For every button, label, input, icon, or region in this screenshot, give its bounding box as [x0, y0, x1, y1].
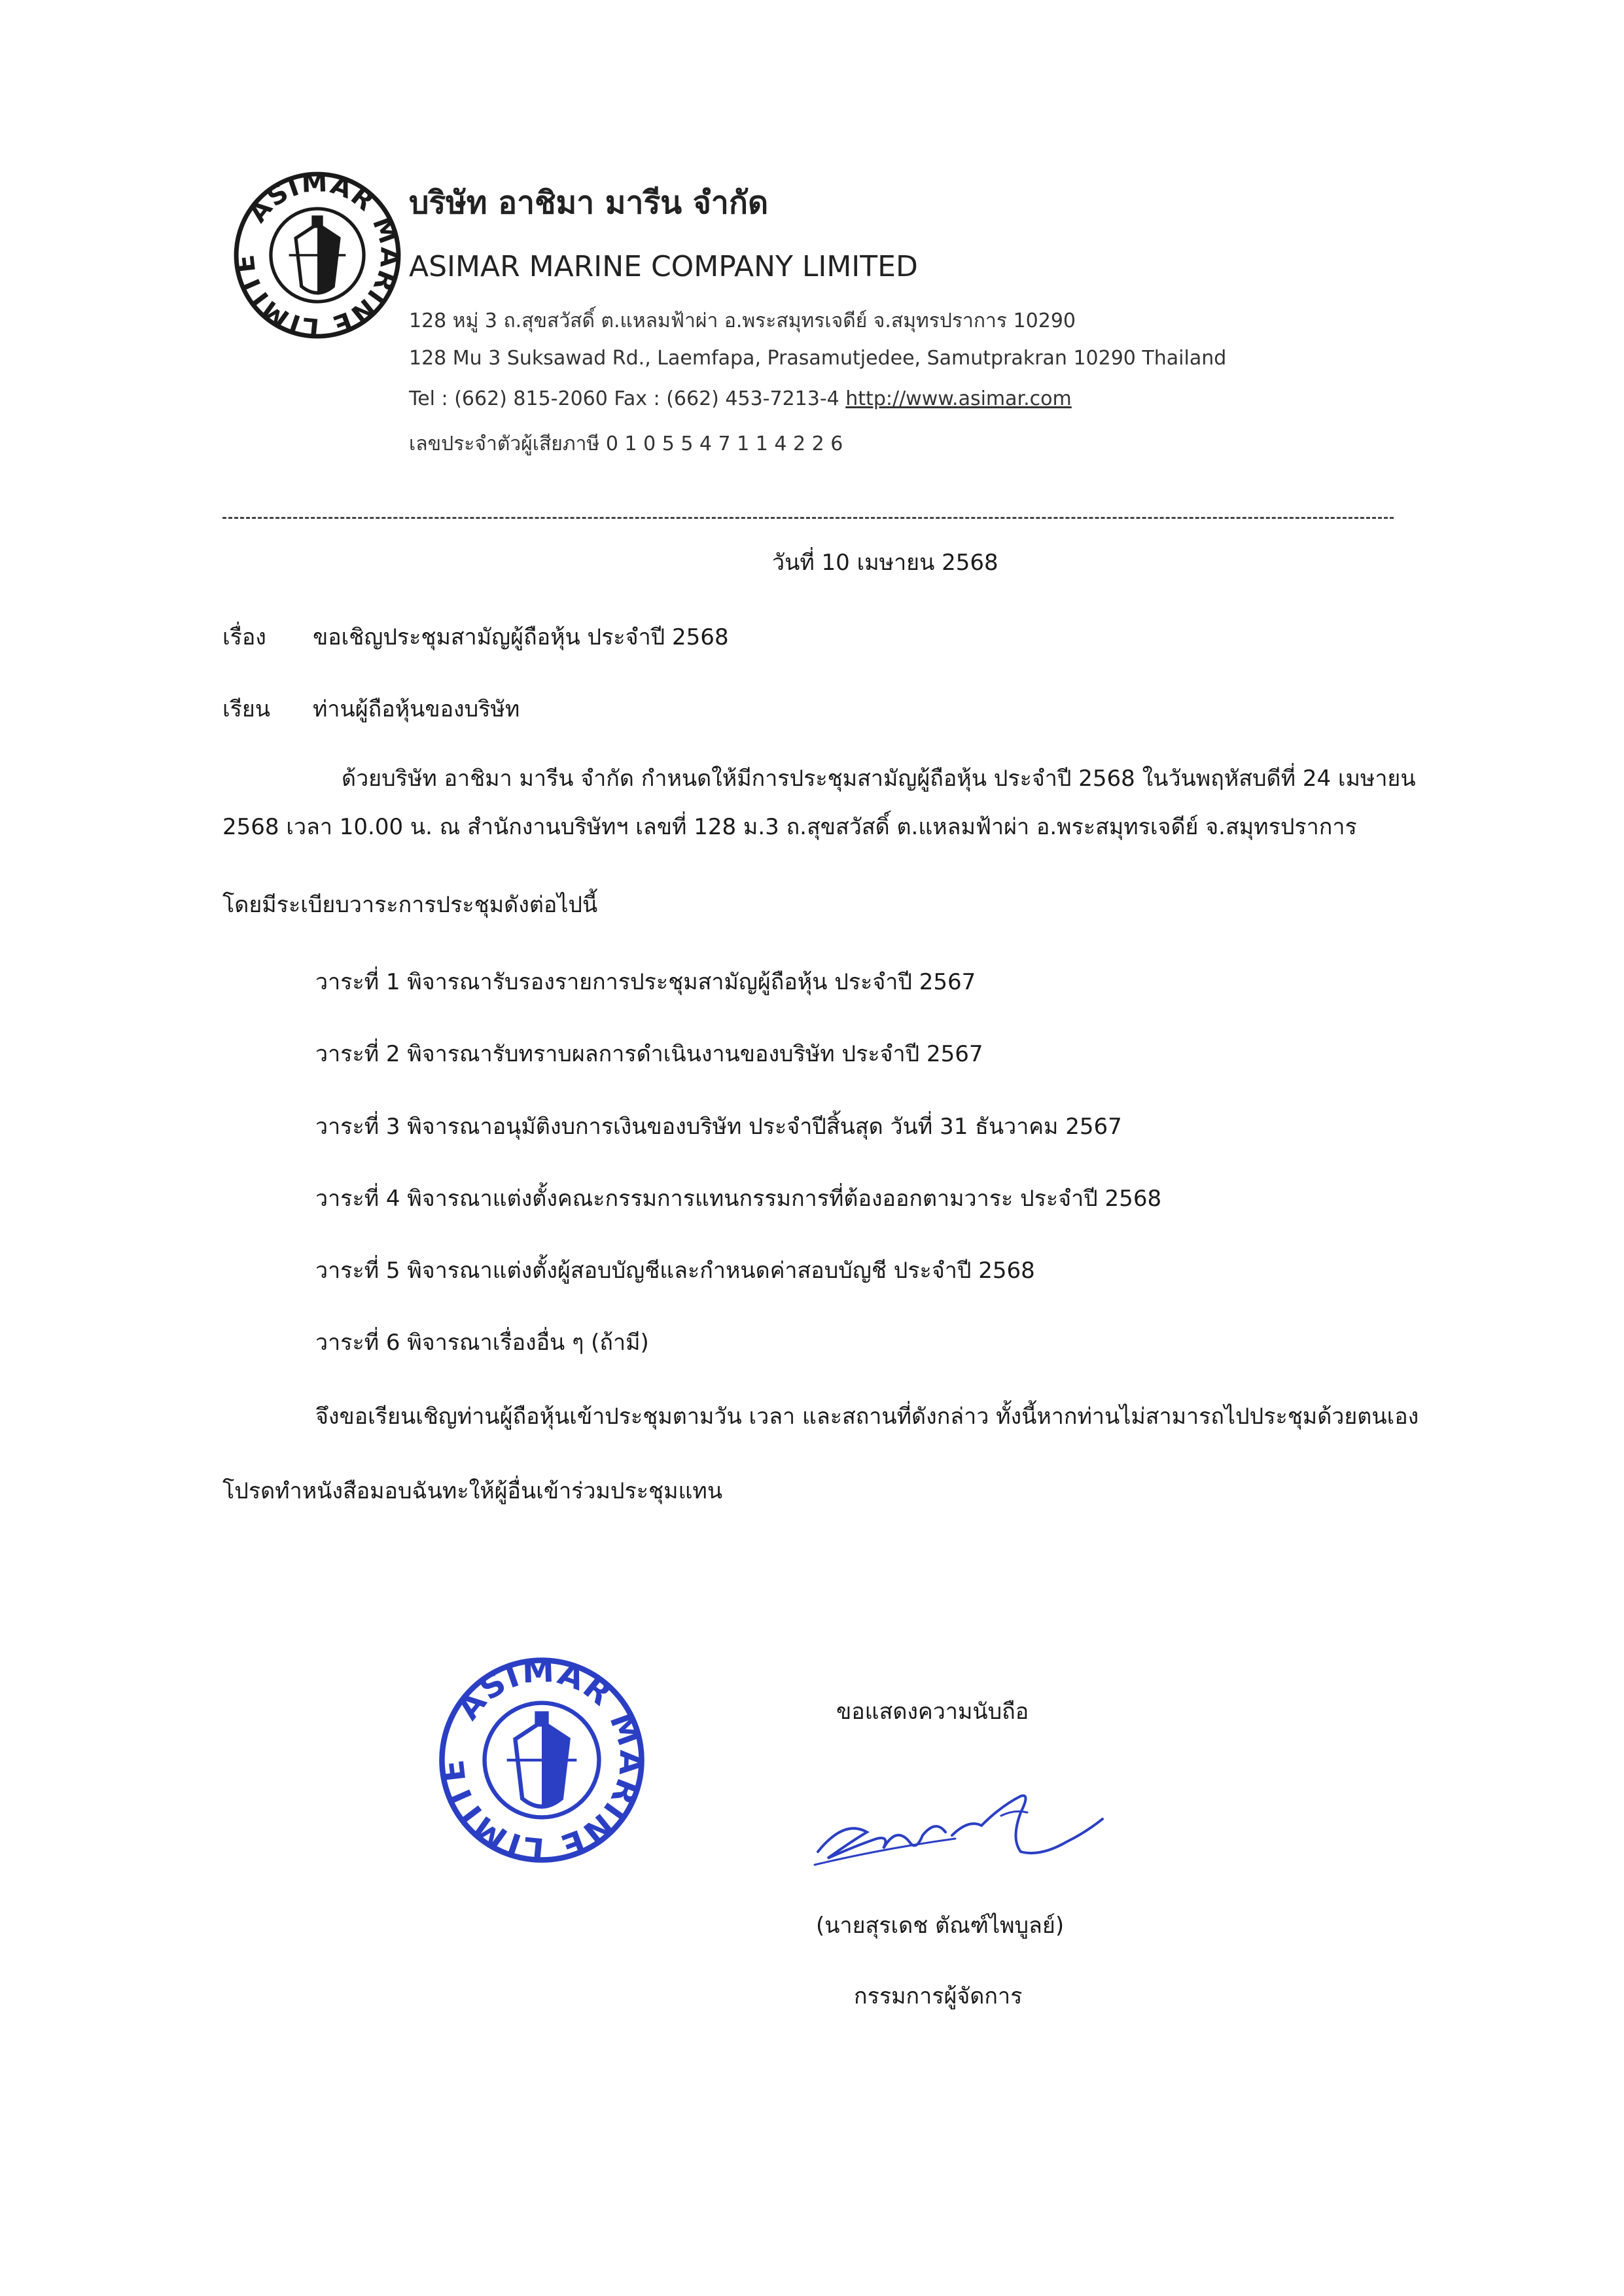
handwritten-signature — [805, 1780, 1112, 1891]
logo-ring-text: ASIMAR MARINE LIMITE — [232, 170, 402, 340]
tax-id: เลขประจำตัวผู้เสียภาษี 0 1 0 5 5 4 7 1 1 4 2 2 6 — [409, 433, 843, 455]
closing-line-2: โปรดทำหนังสือมอบฉันทะให้ผู้อื่นเข้าร่วมประชุมแทน — [222, 1478, 723, 1504]
company-logo — [232, 170, 402, 340]
body-paragraph-line-1: ด้วยบริษัท อาชิมา มารีน จำกัด กำหนดให้มีการประชุมสามัญผู้ถือหุ้น ประจำปี 2568 ในวันพฤหัสบดีที่ 24 เมษายน — [342, 766, 1416, 792]
recipient-label: เรียน — [222, 696, 271, 722]
address-thai: 128 หมู่ 3 ถ.สุขสวัสดิ์ ต.แหลมฟ้าผ่า อ.พระสมุทรเจดีย์ จ.สมุทรปราการ 10290 — [409, 309, 1076, 332]
body-paragraph-line-2: 2568 เวลา 10.00 น. ณ สำนักงานบริษัทฯ เลขที่ 128 ม.3 ถ.สุขสวัสดิ์ ต.แหลมฟ้าผ่า อ.พระสมุทรเจดีย์ จ.สมุทรปราการ — [222, 814, 1357, 840]
recipient-text: ท่านผู้ถือหุ้นของบริษัท — [313, 696, 520, 722]
agenda-item: วาระที่ 4 พิจารณาแต่งตั้งคณะกรรมการแทนกรรมการที่ต้องออกตามวาระ ประจำปี 2568 — [315, 1186, 1162, 1212]
company-name-english: ASIMAR MARINE COMPANY LIMITED — [409, 250, 918, 283]
subject-label: เรื่อง — [222, 624, 266, 650]
header-divider — [222, 517, 1394, 519]
subject-text: ขอเชิญประชุมสามัญผู้ถือหุ้น ประจำปี 2568 — [313, 624, 729, 650]
website-link[interactable]: http://www.asimar.com — [845, 387, 1072, 410]
agenda-item: วาระที่ 6 พิจารณาเรื่องอื่น ๆ (ถ้ามี) — [315, 1330, 649, 1356]
agenda-item: วาระที่ 5 พิจารณาแต่งตั้งผู้สอบบัญชีและกำหนดค่าสอบบัญชี ประจำปี 2568 — [315, 1258, 1035, 1284]
signer-name: (นายสุรเดช ตัณฑ์ไพบูลย์) — [816, 1913, 1065, 1939]
closing-line-1: จึงขอเรียนเชิญท่านผู้ถือหุ้นเข้าประชุมตามวัน เวลา และสถานที่ดังกล่าว ทั้งนี้หากท่านไม่สามารถไปประชุมด้วยตนเอง — [315, 1404, 1419, 1430]
address-english: 128 Mu 3 Suksawad Rd., Laemfapa, Prasamutjedee, Samutprakran 10290 Thailand — [409, 347, 1227, 370]
contact-line — [409, 387, 1072, 410]
company-stamp — [437, 1655, 646, 1865]
agenda-item: วาระที่ 1 พิจารณารับรองรายการประชุมสามัญผู้ถือหุ้น ประจำปี 2567 — [315, 969, 976, 995]
phone-fax: Tel : (662) 815-2060 Fax : (662) 453-7213-4 — [409, 387, 846, 410]
stamp-ring-text: ASIMAR M RINE LIMIT — [438, 1655, 646, 1865]
body-paragraph-line-3: โดยมีระเบียบวาระการประชุมดังต่อไปนี้ — [222, 892, 598, 918]
letter-date: วันที่ 10 เมษายน 2568 — [772, 550, 998, 576]
closing-regards: ขอแสดงความนับถือ — [836, 1699, 1029, 1725]
agenda-item: วาระที่ 2 พิจารณารับทราบผลการดำเนินงานของบริษัท ประจำปี 2567 — [315, 1041, 983, 1067]
agenda-item: วาระที่ 3 พิจารณาอนุมัติงบการเงินของบริษัท ประจำปีสิ้นสุด วันที่ 31 ธันวาคม 2567 — [315, 1114, 1122, 1140]
signer-title: กรรมการผู้จัดการ — [854, 1983, 1023, 2009]
company-name-thai: บริษัท อาชิมา มารีน จำกัด — [409, 185, 769, 221]
